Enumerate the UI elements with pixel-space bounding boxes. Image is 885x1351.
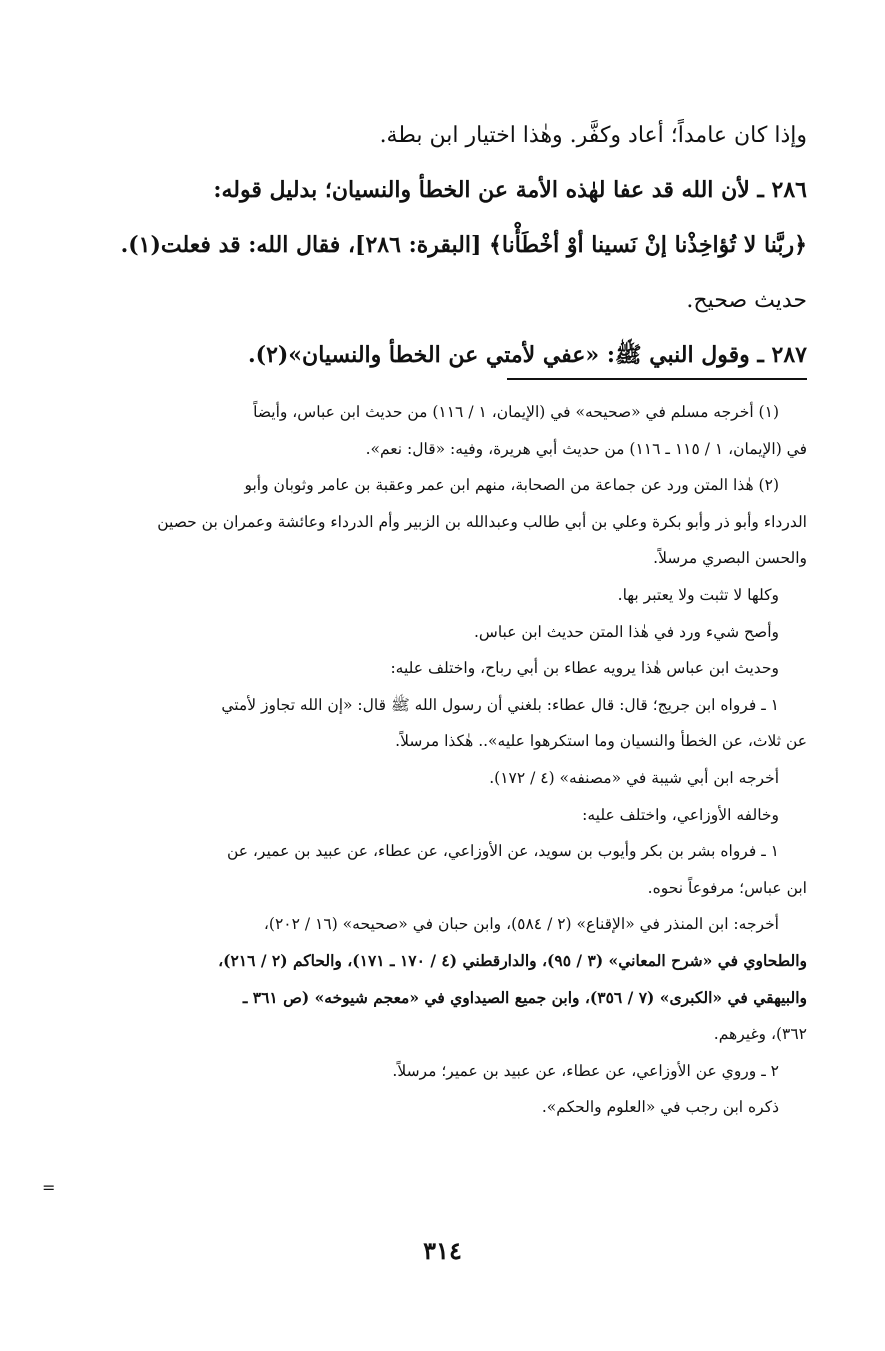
footnote-line: وحديث ابن عباس هٰذا يرويه عطاء بن أبي رباح، واختلف عليه: — [390, 659, 779, 678]
footnote-line: عن ثلاث، عن الخطأ والنسيان وما استكرهوا عليه».. هٰكذا مرسلاً. — [395, 732, 807, 751]
footnote-line: ذكره ابن رجب في «العلوم والحكم». — [541, 1098, 779, 1117]
footnote-line: في (الإيمان، ١ / ١١٥ ـ ١١٦) من حديث أبي هريرة، وفيه: «قال: نعم». — [365, 439, 807, 458]
footnote-line: والبيهقي في «الكبرى» (٧ / ٣٥٦)، وابن جميع الصيداوي في «معجم شيوخه» (ص ٣٦١ ـ — [242, 987, 807, 1007]
footnote-line: ١ ـ فرواه بشر بن بكر وأيوب بن سويد، عن الأوزاعي، عن عطاء، عن عبيد بن عمير، عن — [226, 842, 779, 861]
footnote-line: وخالفه الأوزاعي، واختلف عليه: — [582, 805, 779, 824]
main-line: وإذا كان عامداً؛ أعاد وكفَّر. وهٰذا اختيار ابن بطة. — [379, 123, 807, 148]
footnote-line: ٣٦٢)، وغيرهم. — [713, 1025, 807, 1044]
footnote-line: ٢ ـ وروي عن الأوزاعي، عن عطاء، عن عبيد بن عمير؛ مرسلاً. — [392, 1061, 779, 1080]
main-text-block — [67, 108, 807, 383]
footnote-line: الدرداء وأبو ذر وأبو بكرة وعلي بن أبي طالب وعبدالله بن الزبير وأم الدرداء وعائشة وعمران بن حصين — [157, 512, 807, 531]
page-number: ٣١٤ — [423, 1236, 462, 1265]
footnote-line: ١ ـ فرواه ابن جريج؛ قال: قال عطاء: بلغني أن رسول الله ﷺ قال: «إن الله تجاوز لأمتي — [221, 695, 779, 714]
footnote-line: وأصح شيء ورد في هٰذا المتن حديث ابن عباس. — [473, 622, 779, 641]
footnote-line: (٢) هٰذا المتن ورد عن جماعة من الصحابة، منهم ابن عمر وعقبة بن عامر وثوبان وأبو — [244, 476, 779, 495]
main-line: ٢٨٧ ـ وقول النبي ﷺ: «عفي لأمتي عن الخطأ والنسيان»(٢). — [247, 342, 807, 368]
footnote-line: أخرجه: ابن المنذر في «الإقناع» (٢ / ٥٨٤)، وابن حبان في «صحيحه» (١٦ / ٢٠٢)، — [263, 915, 779, 934]
main-line: ٢٨٦ ـ لأن الله قد عفا لهٰذه الأمة عن الخطأ والنسيان؛ بدليل قوله: — [213, 177, 807, 203]
main-line: حديث صحيح. — [686, 288, 807, 313]
footnote-line: وكلها لا تثبت ولا يعتبر بها. — [617, 585, 779, 604]
footnote-divider — [507, 378, 807, 380]
footnote-line: أخرجه ابن أبي شيبة في «مصنفه» (٤ / ١٧٢). — [489, 768, 779, 787]
margin-mark: = — [42, 1178, 56, 1197]
footnote-line: والطحاوي في «شرح المعاني» (٣ / ٩٥)، والدارقطني (٤ / ١٧٠ ـ ١٧١)، والحاكم (٢ / ٢١٦)، — [218, 950, 807, 970]
footnote-line: والحسن البصري مرسلاً. — [653, 549, 807, 568]
footnote-line: ابن عباس؛ مرفوعاً نحوه. — [647, 878, 807, 897]
main-line: ﴿ربَّنا لا تُؤاخِذْنا إنْ نَسينا أوْ أخْطَأْنا﴾ [البقرة: ٢٨٦]، فقال الله: قد فعلت(١). — [120, 232, 807, 258]
footnote-line: (١) أخرجه مسلم في «صحيحه» في (الإيمان، ١ / ١١٦) من حديث ابن عباس، وأيضاً — [253, 403, 779, 421]
footnotes-block — [72, 394, 807, 1126]
